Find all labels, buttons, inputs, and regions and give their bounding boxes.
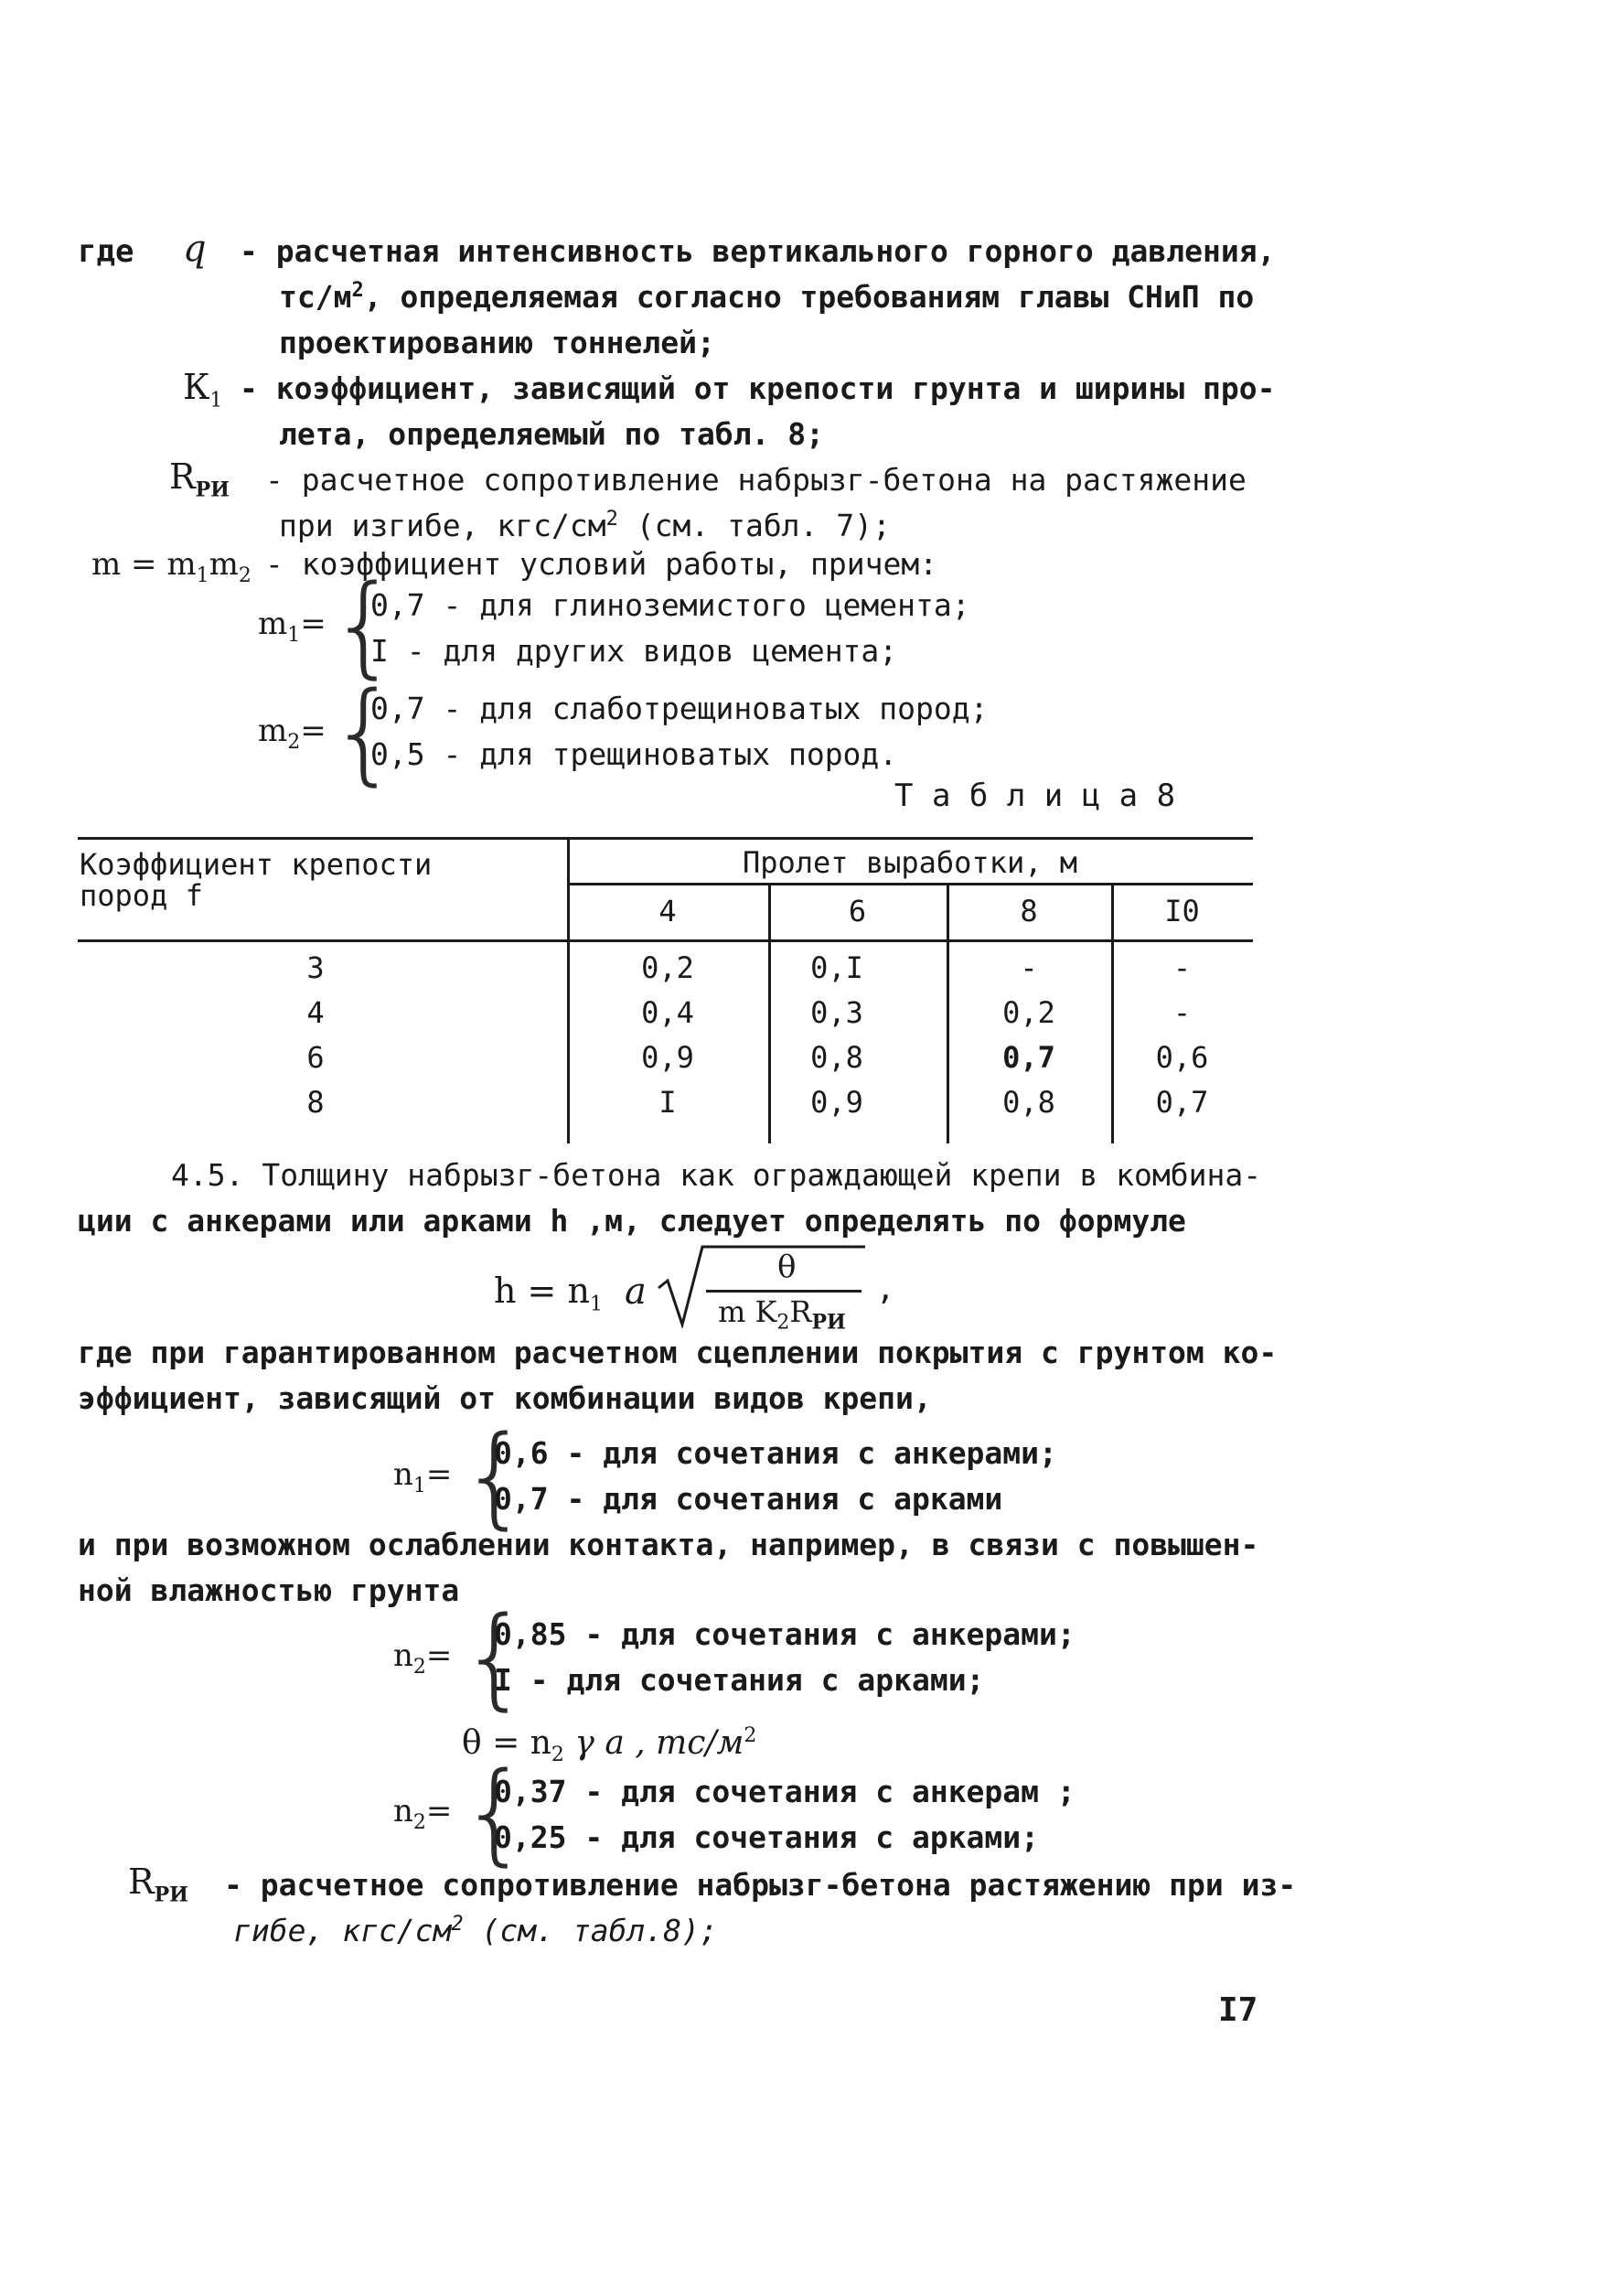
table-8 — [78, 837, 1253, 1143]
n2-alt-option-2: 0,25 - для сочетания с арками; — [494, 1819, 1040, 1855]
rri2-symbol: $R_{РИ}$ — [128, 1861, 188, 1907]
formula-comma: , — [876, 1271, 895, 1307]
table-cell: - — [1172, 995, 1192, 1030]
rri-definition-line-2: при изгибе, кгс/$см^2$ (см. табл. 7); — [279, 508, 891, 543]
m-symbol: $m = m_1m_2$ — [91, 546, 251, 587]
rri2-definition-line-1: - расчетное сопротивление набрызг-бетона растяжению при из- — [224, 1867, 1297, 1903]
table-cell: 0,2 — [1002, 995, 1055, 1030]
m-definition-line: - коэффициент условий работы, причем: — [265, 546, 938, 582]
formula-lhs: $h = n_1$ — [494, 1271, 603, 1316]
col1-header-line-1: Коэффициент крепости — [80, 847, 433, 882]
q-definition-line-2: $тс/м^2$, определяемая согласно требованиям главы СНиП по — [279, 279, 1255, 315]
n2-brace: { — [460, 1594, 530, 1722]
q-symbol: q — [183, 228, 207, 270]
theta-formula: $\theta = n_2$ γ a , $тс/м^2$ — [462, 1724, 757, 1767]
formula-denominator: m $K_2R_{РИ}$ — [718, 1294, 846, 1335]
m2-option-1: 0,7 - для слаботрещиноватых пород; — [370, 691, 989, 726]
span-col-6: 6 — [848, 894, 867, 928]
n1-brace: { — [460, 1413, 530, 1540]
n2-alt-label: $n_2=$ — [393, 1793, 453, 1834]
paragraph-line-1: 4.5. Толщину набрызг-бетона как ограждающей крепи в комбина- — [171, 1157, 1262, 1193]
span-col-10: I0 — [1164, 894, 1200, 928]
q-definition-line-1: - расчетная интенсивность вертикального горного давления, — [240, 233, 1276, 269]
m1-brace: { — [329, 563, 400, 690]
rri2-definition-line-2: гибе, кгс/$см^2$ (см. табл.8); — [233, 1913, 718, 1948]
k1-symbol: $К_1$ — [183, 367, 223, 413]
q-definition-line-3: проектированию тоннелей; — [279, 325, 715, 360]
fraction-bar — [706, 1290, 862, 1293]
span-header: Пролет выработки, м — [742, 845, 1078, 880]
table-row-f: 3 — [306, 950, 325, 985]
table-cell: 0,9 — [810, 1085, 863, 1120]
n2-label: $n_2=$ — [393, 1637, 453, 1679]
where-word: где — [78, 233, 134, 270]
n1-option-1: 0,6 - для сочетания с анкерами; — [494, 1435, 1057, 1471]
formula-numerator: θ — [777, 1249, 797, 1285]
n2-option-2: I - для сочетания с арками; — [494, 1662, 985, 1698]
table-cell: I — [658, 1085, 677, 1120]
after-formula-line-1: где при гарантированном расчетном сцеплении покрытия с грунтом ко- — [78, 1335, 1278, 1370]
m2-brace: { — [329, 670, 400, 797]
span-col-4: 4 — [658, 894, 677, 928]
weak-contact-line-2: ной влажностью грунта — [78, 1572, 460, 1608]
n1-label: $n_1=$ — [393, 1456, 453, 1497]
table-caption: Т а б л и ц а 8 — [894, 778, 1176, 814]
table-cell: 0,8 — [810, 1040, 863, 1075]
table-row-f: 6 — [306, 1040, 325, 1075]
k1-definition-line-2: лета, определяемый по табл. 8; — [279, 416, 825, 452]
table-cell: 0,I — [810, 950, 863, 985]
table-cell: 0,2 — [641, 950, 694, 985]
k1-definition-line-1: - коэффициент, зависящий от крепости грунта и ширины про- — [240, 370, 1276, 406]
table-cell: 0,8 — [1002, 1085, 1055, 1120]
after-formula-line-2: эффициент, зависящий от комбинации видов крепи, — [78, 1380, 932, 1416]
m2-label: $m_2=$ — [258, 713, 326, 754]
table-cell: - — [1172, 950, 1192, 985]
m1-option-2: I - для других видов цемента; — [370, 633, 898, 669]
col1-header-line-2: пород f — [80, 878, 203, 913]
page-number: I7 — [1218, 1991, 1258, 2029]
weak-contact-line-1: и при возможном ослаблении контакта, например, в связи с повышен- — [78, 1527, 1259, 1562]
table-cell: 0,6 — [1155, 1040, 1209, 1075]
table-cell: 0,7 — [1002, 1040, 1055, 1075]
table-cell: 0,9 — [641, 1040, 694, 1075]
n2-alt-brace: { — [460, 1750, 530, 1877]
n1-option-2: 0,7 - для сочетания с арками — [494, 1481, 1003, 1517]
n2-option-1: 0,85 - для сочетания с анкерами; — [494, 1616, 1076, 1652]
m1-label: $m_1=$ — [258, 606, 326, 647]
m2-option-2: 0,5 - для трещиноватых пород. — [370, 736, 898, 772]
table-cell: 0,3 — [810, 995, 863, 1030]
table-cell: - — [1020, 950, 1038, 985]
table-cell: 0,7 — [1155, 1085, 1209, 1120]
rri-definition-line-1: - расчетное сопротивление набрызг-бетона на растяжение — [265, 462, 1247, 498]
table-row-f: 8 — [306, 1085, 325, 1120]
table-cell: 0,4 — [641, 995, 694, 1030]
m1-option-1: 0,7 - для глиноземистого цемента; — [370, 587, 970, 623]
formula-a: a — [625, 1271, 647, 1313]
span-col-8: 8 — [1020, 894, 1038, 928]
n2-alt-option-1: 0,37 - для сочетания с анкерам ; — [494, 1774, 1076, 1809]
table-row-f: 4 — [306, 995, 325, 1030]
rri-symbol: $R_{РИ}$ — [169, 456, 230, 502]
paragraph-line-2: ции с анкерами или арками h ,м, следует определять по формуле — [78, 1203, 1186, 1239]
